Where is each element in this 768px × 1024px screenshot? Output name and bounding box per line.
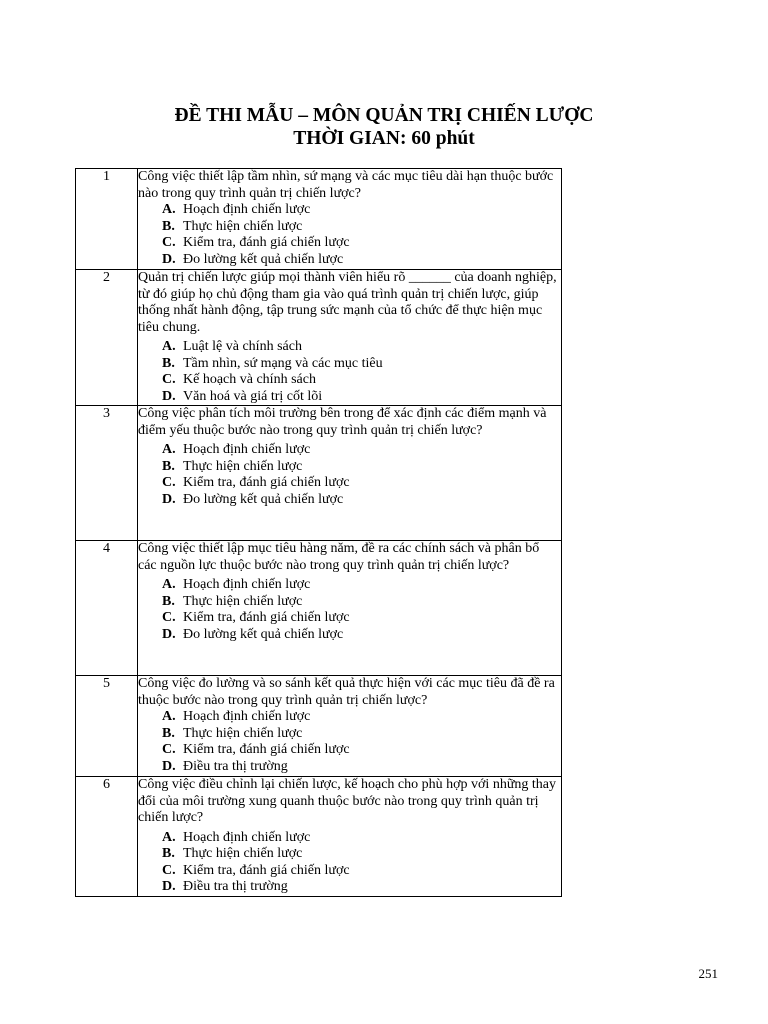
- option-a: [138, 709, 561, 726]
- option-c: [138, 475, 561, 492]
- option-text: Kiểm tra, đánh giá chiến lược: [183, 862, 350, 878]
- question-row: [76, 406, 562, 541]
- question-body: [138, 270, 562, 406]
- option-text: Đo lường kết quả chiến lược: [183, 491, 344, 507]
- option-letter: A.: [162, 339, 176, 354]
- option-text: Thực hiện chiến lược: [183, 458, 303, 474]
- option-b: [138, 356, 561, 373]
- option-a: [138, 577, 561, 594]
- question-body: [138, 676, 562, 777]
- option-letter: A.: [162, 709, 176, 724]
- option-letter: B.: [162, 725, 175, 741]
- question-text: Quản trị chiến lược giúp mọi thành viên hiểu rõ ______ của doanh nghiệp, từ đó giúp họ chủ động tham gia vào quá trình quản trị chiến lược, giúp thống nhất hành động, tập trung sức mạnh của tổ chức để thực hiện mục tiêu chung.: [138, 270, 557, 335]
- option-text: Đo lường kết quả chiến lược: [183, 626, 344, 642]
- question-body: [138, 406, 562, 541]
- question-number: 6: [76, 777, 138, 897]
- option-text: Luật lệ và chính sách: [183, 339, 302, 354]
- option-d: [138, 389, 561, 406]
- option-text: Thực hiện chiến lược: [183, 593, 303, 609]
- option-text: Kiểm tra, đánh giá chiến lược: [183, 742, 350, 757]
- option-c: [138, 742, 561, 759]
- question-row: [76, 541, 562, 676]
- option-letter: C.: [162, 475, 176, 490]
- option-letter: C.: [162, 235, 176, 250]
- option-text: Điều tra thị trường: [183, 879, 288, 894]
- page-number: 251: [698, 966, 718, 981]
- option-c: [138, 610, 561, 627]
- option-text: Đo lường kết quả chiến lược: [183, 251, 344, 267]
- option-text: Thực hiện chiến lược: [183, 846, 303, 861]
- exam-title: [0, 104, 768, 150]
- question-body: [138, 169, 562, 270]
- option-d: [138, 627, 561, 644]
- question-body: [138, 777, 562, 897]
- option-text: Tầm nhìn, sứ mạng và các mục tiêu: [183, 355, 383, 371]
- question-row: [76, 270, 562, 406]
- question-table: [75, 168, 562, 897]
- option-b: [138, 726, 561, 743]
- option-b: [138, 846, 561, 863]
- option-a: [138, 830, 561, 847]
- option-letter: B.: [162, 355, 175, 371]
- option-text: Hoạch định chiến lược: [183, 577, 311, 592]
- option-b: [138, 594, 561, 611]
- option-letter: C.: [162, 372, 176, 387]
- option-letter: D.: [162, 251, 176, 267]
- question-text: Công việc thiết lập mục tiêu hàng năm, đề ra các chính sách và phân bổ các nguồn lực thuộc bước nào trong quy trình quản trị chiến lược?: [138, 541, 540, 573]
- question-number: 2: [76, 270, 138, 406]
- option-text: Hoạch định chiến lược: [183, 709, 311, 724]
- question-row: [76, 676, 562, 777]
- option-letter: D.: [162, 879, 176, 894]
- option-d: [138, 879, 561, 896]
- option-text: Điều tra thị trường: [183, 758, 288, 774]
- option-letter: C.: [162, 742, 176, 757]
- option-letter: A.: [162, 829, 176, 845]
- question-text: Công việc đo lường và so sánh kết quả thực hiện với các mục tiêu đã đề ra thuộc bước nào trong quy trình quản trị chiến lược?: [138, 676, 555, 708]
- question-number: 4: [76, 541, 138, 676]
- option-c: [138, 863, 561, 880]
- option-c: [138, 372, 561, 389]
- option-text: Kiểm tra, đánh giá chiến lược: [183, 235, 350, 250]
- option-d: [138, 492, 561, 509]
- option-b: [138, 219, 561, 236]
- option-text: Kế hoạch và chính sách: [183, 372, 316, 387]
- option-letter: B.: [162, 218, 175, 234]
- option-letter: A.: [162, 202, 176, 217]
- option-letter: A.: [162, 577, 176, 592]
- option-text: Hoạch định chiến lược: [183, 829, 311, 845]
- option-letter: D.: [162, 388, 176, 404]
- question-row: [76, 777, 562, 897]
- question-text: Công việc thiết lập tầm nhìn, sứ mạng và các mục tiêu dài hạn thuộc bước nào trong quy trình quản trị chiến lược?: [138, 169, 554, 201]
- option-letter: A.: [162, 442, 176, 457]
- option-letter: C.: [162, 610, 176, 625]
- question-number: 5: [76, 676, 138, 777]
- option-letter: D.: [162, 758, 176, 774]
- option-a: [138, 339, 561, 356]
- option-a: [138, 442, 561, 459]
- option-text: Kiểm tra, đánh giá chiến lược: [183, 475, 350, 490]
- question-row: [76, 169, 562, 270]
- option-text: Kiểm tra, đánh giá chiến lược: [183, 610, 350, 625]
- question-body: [138, 541, 562, 676]
- option-d: [138, 252, 561, 269]
- option-text: Hoạch định chiến lược: [183, 442, 311, 457]
- question-number: 3: [76, 406, 138, 541]
- option-d: [138, 759, 561, 776]
- question-text: Công việc phân tích môi trường bên trong để xác định các điểm mạnh và điểm yếu thuộc bước nào trong quy trình quản trị chiến lược?: [138, 406, 547, 438]
- option-letter: D.: [162, 626, 176, 642]
- option-letter: B.: [162, 458, 175, 474]
- option-text: Thực hiện chiến lược: [183, 725, 303, 741]
- option-letter: B.: [162, 593, 175, 609]
- option-c: [138, 235, 561, 252]
- option-a: [138, 202, 561, 219]
- title-line-1: ĐỀ THI MẪU – MÔN QUẢN TRỊ CHIẾN LƯỢC: [174, 105, 594, 126]
- option-letter: B.: [162, 846, 175, 861]
- option-text: Văn hoá và giá trị cốt lõi: [183, 388, 323, 404]
- option-b: [138, 459, 561, 476]
- option-letter: C.: [162, 862, 176, 878]
- title-line-2: THỜI GIAN: 60 phút: [293, 128, 475, 149]
- question-text: Công việc điều chỉnh lại chiến lược, kế hoạch cho phù hợp với những thay đổi của môi trường xung quanh thuộc bước nào trong quy trình quản trị chiến lược?: [138, 777, 557, 825]
- option-text: Thực hiện chiến lược: [183, 218, 303, 234]
- option-letter: D.: [162, 491, 176, 507]
- option-text: Hoạch định chiến lược: [183, 202, 311, 217]
- question-number: 1: [76, 169, 138, 270]
